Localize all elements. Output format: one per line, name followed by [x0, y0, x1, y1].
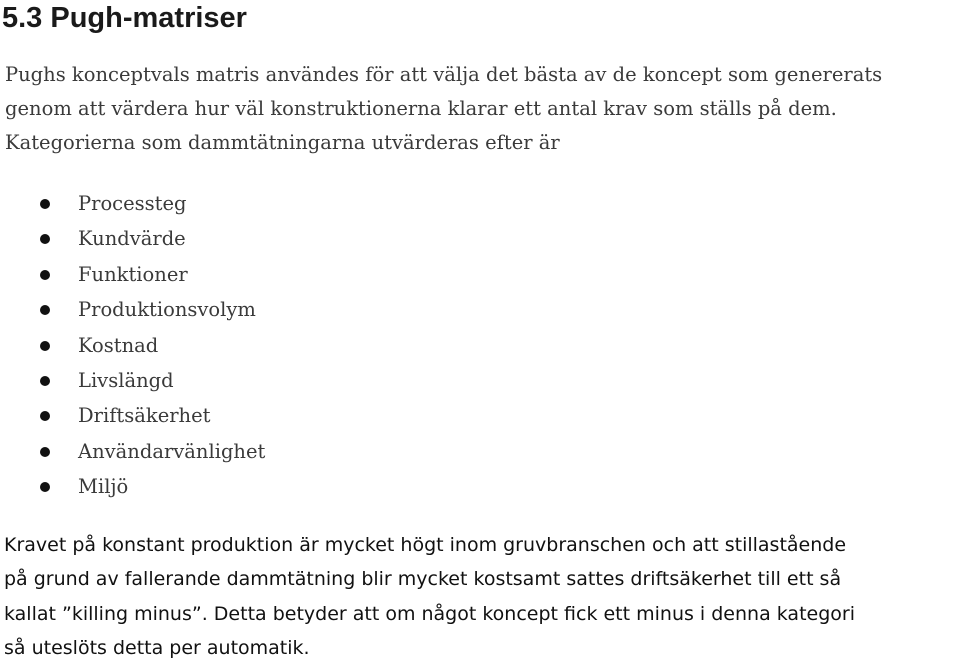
bullet-icon	[40, 341, 50, 351]
bullet-icon	[40, 447, 50, 457]
list-item	[0, 434, 265, 469]
intro-paragraph	[5, 58, 960, 160]
list-item	[0, 328, 265, 363]
list-item-label: Miljö	[78, 475, 129, 499]
intro-line: Kategorierna som dammtätningarna utvärderas efter är	[5, 131, 560, 154]
intro-line: genom att värdera hur väl konstruktionerna klarar ett antal krav som ställs på dem.	[5, 97, 837, 120]
intro-line: Pughs konceptvals matris användes för att välja det bästa av de koncept som genererats	[5, 63, 883, 86]
list-item	[0, 292, 265, 327]
bullet-icon	[40, 199, 50, 209]
bullet-icon	[40, 305, 50, 315]
closing-line: på grund av fallerande dammtätning blir mycket kostsamt sattes driftsäkerhet till ett så	[4, 568, 842, 591]
closing-line: Kravet på konstant produktion är mycket högt inom gruvbranschen och att stillastående	[4, 534, 847, 556]
list-item	[0, 398, 265, 433]
closing-line: kallat ”killing minus”. Detta betyder att om något koncept fick ett minus i denna kategori	[4, 602, 855, 625]
bullet-icon	[40, 411, 50, 421]
closing-line: så uteslöts detta per automatik.	[4, 636, 310, 659]
list-item-label: Produktionsvolym	[78, 298, 256, 322]
category-list	[0, 186, 265, 505]
bullet-icon	[40, 270, 50, 280]
list-item	[0, 186, 265, 221]
list-item-label: Processteg	[78, 192, 187, 215]
closing-paragraph	[4, 528, 960, 665]
list-item	[0, 257, 265, 292]
list-item	[0, 469, 265, 504]
list-item-label: Funktioner	[78, 262, 188, 286]
list-item	[0, 221, 265, 256]
list-item-label: Kostnad	[78, 333, 159, 357]
list-item	[0, 363, 265, 398]
list-item-label: Driftsäkerhet	[78, 404, 211, 428]
list-item-label: Livslängd	[78, 369, 174, 393]
list-item-label: Användarvänlighet	[78, 439, 266, 463]
list-item-label: Kundvärde	[78, 227, 186, 251]
section-heading: 5.3 Pugh-matriser	[2, 2, 247, 34]
bullet-icon	[40, 234, 50, 244]
bullet-icon	[40, 482, 50, 492]
bullet-icon	[40, 376, 50, 386]
